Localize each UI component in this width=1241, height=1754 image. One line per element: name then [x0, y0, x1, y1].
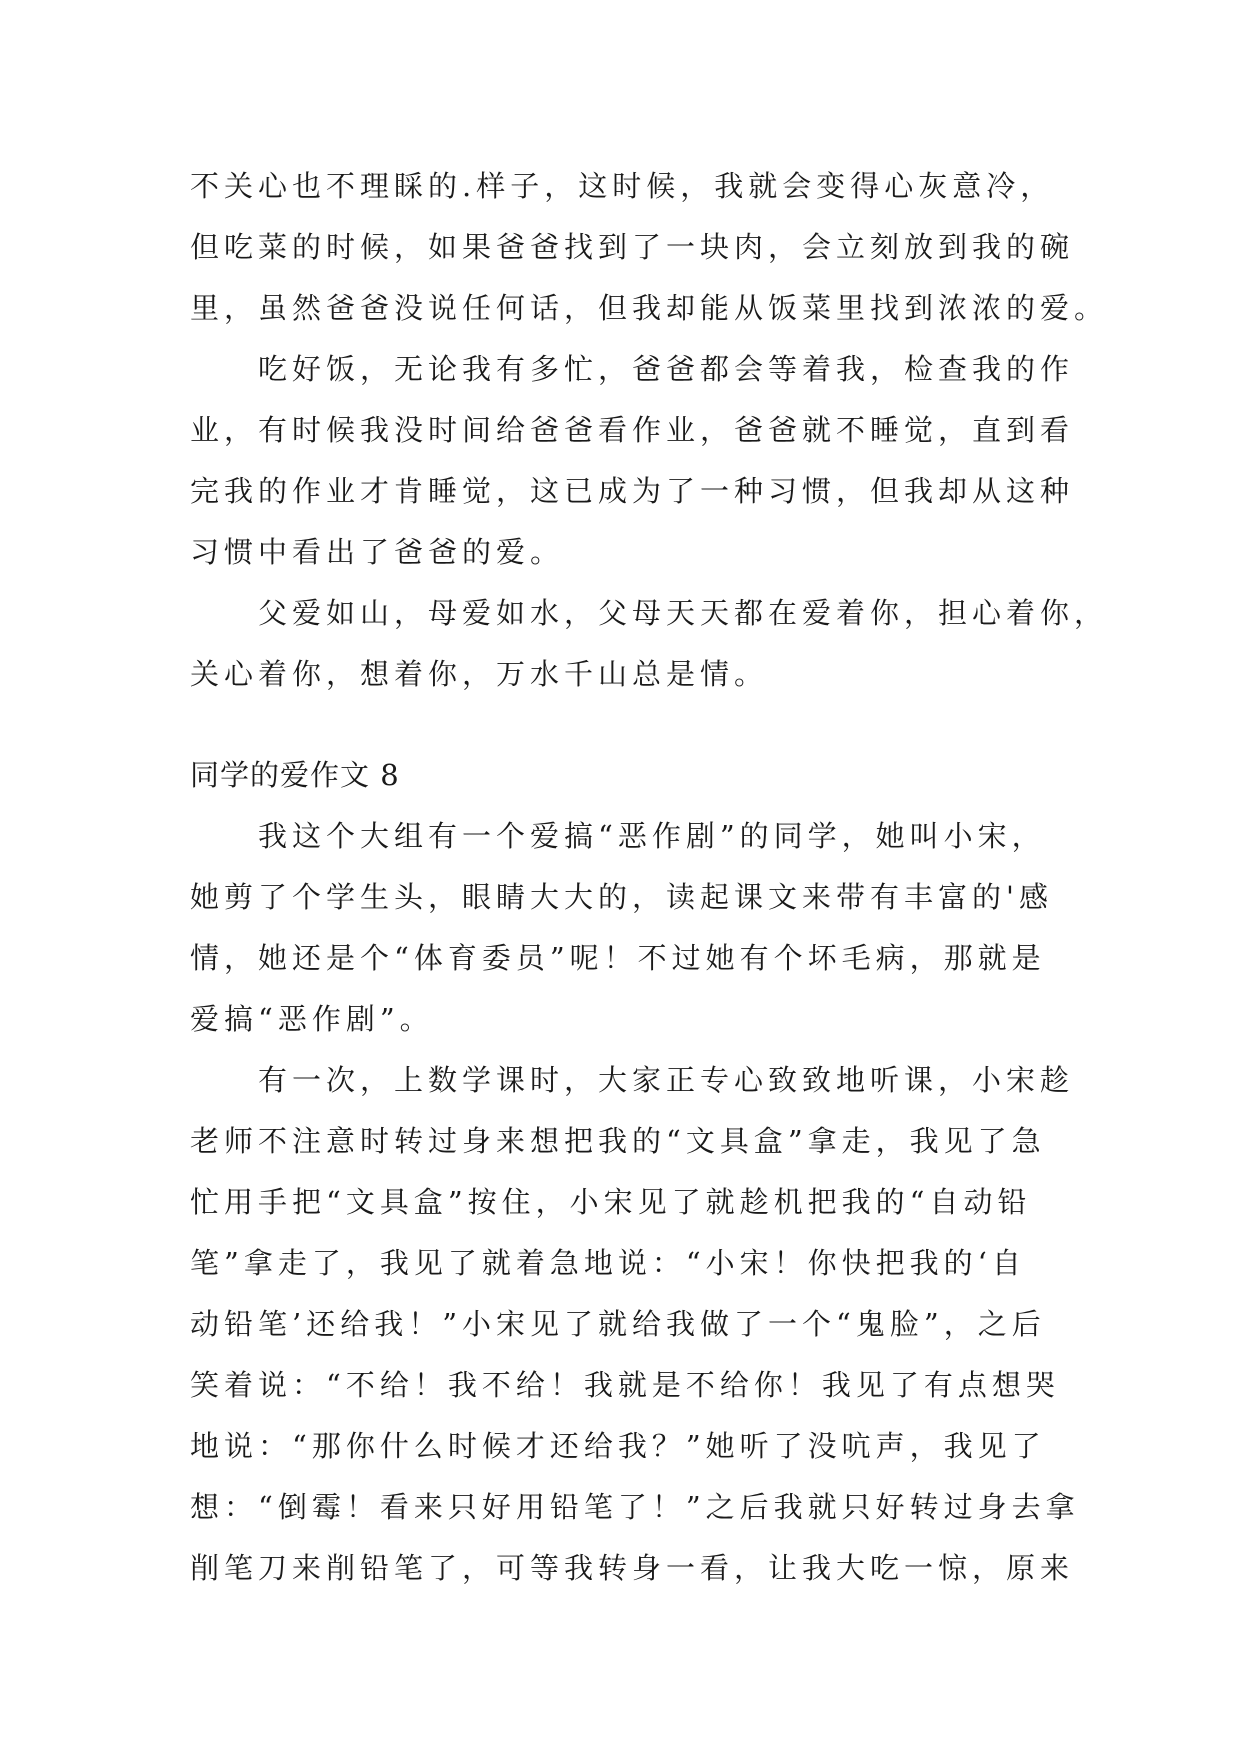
text-line: 动铅笔’还给我！”小宋见了就给我做了一个“鬼脸”，之后: [190, 1307, 1046, 1341]
text-line: 她剪了个学生头，眼睛大大的，读起课文来带有丰富的'感: [190, 880, 1053, 914]
text-line: 不关心也不理睬的.样子，这时候，我就会变得心灰意冷，: [190, 169, 1055, 203]
section-title: 同学的爱作文 8: [190, 758, 400, 792]
text-line: 我这个大组有一个爱搞“恶作剧”的同学，她叫小宋，: [190, 819, 1046, 853]
text-line: 关心着你，想着你，万水千山总是情。: [190, 657, 769, 691]
text-line: 笔”拿走了，我见了就着急地说：“小宋！你快把我的‘自: [190, 1246, 1026, 1280]
text-line: 有一次，上数学课时，大家正专心致致地听课，小宋趁: [190, 1063, 1075, 1097]
text-line: 父爱如山，母爱如水，父母天天都在爱着你，担心着你，: [190, 596, 1109, 630]
text-line: 忙用手把“文具盒”按住，小宋见了就趁机把我的“自动铅: [190, 1185, 1032, 1219]
text-line: 削笔刀来削铅笔了，可等我转身一看，让我大吃一惊，原来: [190, 1551, 1075, 1585]
text-line: 笑着说：“不给！我不给！我就是不给你！我见了有点想哭: [190, 1368, 1060, 1402]
text-line: 想：“倒霉！看来只好用铅笔了！”之后我就只好转过身去拿: [190, 1490, 1080, 1524]
text-line: 业，有时候我没时间给爸爸看作业，爸爸就不睡觉，直到看: [190, 413, 1075, 447]
text-line: 爱搞“恶作剧”。: [190, 1002, 434, 1036]
text-line: 但吃菜的时候，如果爸爸找到了一块肉，会立刻放到我的碗: [190, 230, 1075, 264]
text-line: 完我的作业才肯睡觉，这已成为了一种习惯，但我却从这种: [190, 474, 1075, 508]
text-line: 情，她还是个“体育委员”呢！不过她有个坏毛病，那就是: [190, 941, 1046, 975]
text-line: 地说：“那你什么时候才还给我？”她听了没吭声，我见了: [190, 1429, 1046, 1463]
text-line: 老师不注意时转过身来想把我的“文具盒”拿走，我见了急: [190, 1124, 1046, 1158]
text-line: 里，虽然爸爸没说任何话，但我却能从饭菜里找到浓浓的爱。: [190, 291, 1109, 325]
text-line: 吃好饭，无论我有多忙，爸爸都会等着我，检查我的作: [190, 352, 1075, 386]
text-line: 习惯中看出了爸爸的爱。: [190, 535, 565, 569]
